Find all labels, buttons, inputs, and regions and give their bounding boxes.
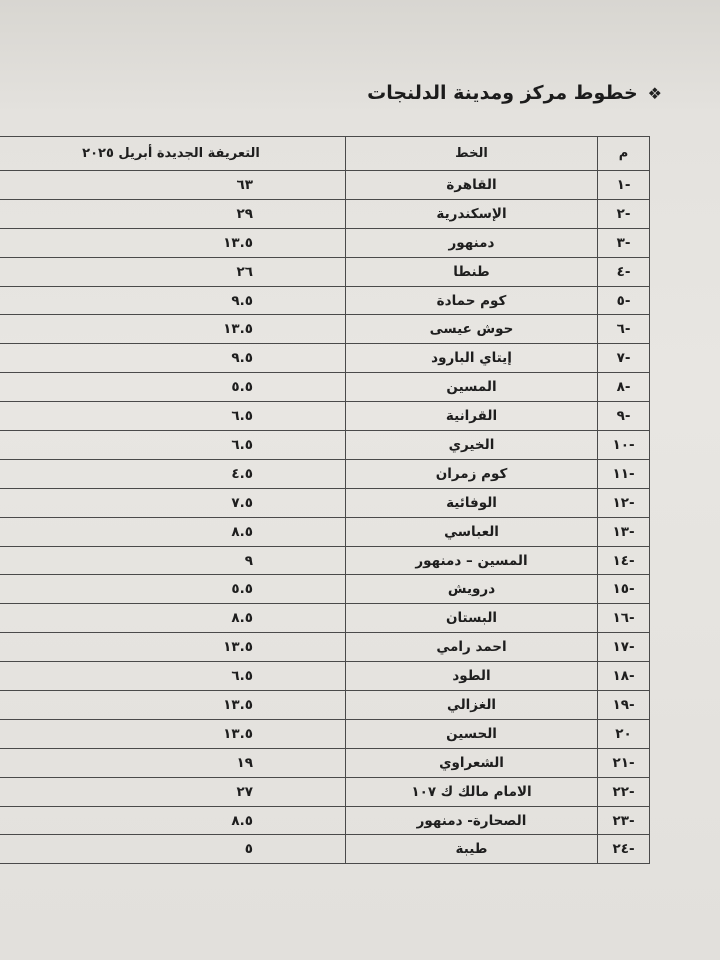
row-line-name: دمنهور [346,228,598,257]
row-line-name: الغزالي [346,691,598,720]
table-row [0,315,650,344]
row-line-name: العباسي [346,517,598,546]
row-number: -٢٢ [598,777,650,806]
row-number: -١٣ [598,517,650,546]
row-number: -٢٣ [598,806,650,835]
table-row [0,719,650,748]
row-line-name: المسين – دمنهور [346,546,598,575]
row-fare: ١٣.٥ [0,719,346,748]
row-fare: ٨.٥ [0,806,346,835]
row-line-name: البستان [346,604,598,633]
row-number: -١٨ [598,662,650,691]
table-row [0,517,650,546]
row-number: -١٥ [598,575,650,604]
table-row [0,344,650,373]
row-line-name: القاهرة [346,171,598,200]
table-row [0,633,650,662]
row-number: -٢١ [598,748,650,777]
document-heading [367,82,662,104]
row-number: -١٧ [598,633,650,662]
row-line-name: الامام مالك ك ١٠٧ [346,777,598,806]
row-number: -٥ [598,286,650,315]
row-fare: ٩.٥ [0,344,346,373]
table-row [0,604,650,633]
row-fare: ٢٦ [0,257,346,286]
table-row [0,806,650,835]
table-row [0,286,650,315]
header-number: م [598,137,650,171]
row-fare: ١٣.٥ [0,633,346,662]
row-line-name: درويش [346,575,598,604]
row-number: -١٠ [598,431,650,460]
row-number: -١٢ [598,488,650,517]
table-row [0,431,650,460]
table-row [0,199,650,228]
row-fare: ٦.٥ [0,662,346,691]
document-title: خطوط مركز ومدينة الدلنجات [367,82,638,104]
table-row [0,257,650,286]
row-line-name: المسين [346,373,598,402]
row-line-name: الشعراوي [346,748,598,777]
row-line-name: الحسين [346,719,598,748]
row-fare: ٩ [0,546,346,575]
row-fare: ٦.٥ [0,402,346,431]
row-line-name: الخيري [346,431,598,460]
row-fare: ٥.٥ [0,575,346,604]
row-line-name: الطود [346,662,598,691]
row-number: -١٤ [598,546,650,575]
row-line-name: كوم زمران [346,459,598,488]
row-line-name: الوفائية [346,488,598,517]
row-number: -١٦ [598,604,650,633]
row-line-name: طنطا [346,257,598,286]
row-number: -٦ [598,315,650,344]
fares-table [0,136,650,864]
row-line-name: احمد رامي [346,633,598,662]
header-line: الخط [346,137,598,171]
four-diamond-bullet-icon: ❖ [647,83,662,103]
table-row [0,402,650,431]
row-fare: ٦٣ [0,171,346,200]
table-header-row [0,137,650,171]
row-fare: ٦.٥ [0,431,346,460]
table-row [0,373,650,402]
row-fare: ٢٧ [0,777,346,806]
table-row [0,459,650,488]
row-line-name: حوش عيسى [346,315,598,344]
row-fare: ١٣.٥ [0,228,346,257]
table-row [0,662,650,691]
row-fare: ٧.٥ [0,488,346,517]
row-fare: ٨.٥ [0,517,346,546]
row-fare: ٨.٥ [0,604,346,633]
table-row [0,171,650,200]
row-line-name: طيبة [346,835,598,864]
row-number: -١ [598,171,650,200]
row-number: -١٩ [598,691,650,720]
row-line-name: القرانية [346,402,598,431]
row-number: -١١ [598,459,650,488]
table-row [0,835,650,864]
row-line-name: الإسكندرية [346,199,598,228]
row-fare: ١٣.٥ [0,691,346,720]
row-number: -٨ [598,373,650,402]
row-number: -٢٤ [598,835,650,864]
row-fare: ٥.٥ [0,373,346,402]
row-line-name: الصحارة- دمنهور [346,806,598,835]
table-row [0,777,650,806]
row-number: -٩ [598,402,650,431]
table-row [0,575,650,604]
row-fare: ٥ [0,835,346,864]
table-row [0,748,650,777]
row-line-name: إيتاي البارود [346,344,598,373]
table-row [0,228,650,257]
row-fare: ٤.٥ [0,459,346,488]
row-number: ٢٠ [598,719,650,748]
row-fare: ٩.٥ [0,286,346,315]
table-row [0,488,650,517]
row-fare: ١٣.٥ [0,315,346,344]
row-fare: ١٩ [0,748,346,777]
table-row [0,546,650,575]
header-fare: التعريفة الجديدة أبريل ٢٠٢٥ [0,137,346,171]
row-number: -٧ [598,344,650,373]
row-number: -٢ [598,199,650,228]
row-number: -٣ [598,228,650,257]
row-number: -٤ [598,257,650,286]
row-fare: ٢٩ [0,199,346,228]
table-row [0,691,650,720]
row-line-name: كوم حمادة [346,286,598,315]
